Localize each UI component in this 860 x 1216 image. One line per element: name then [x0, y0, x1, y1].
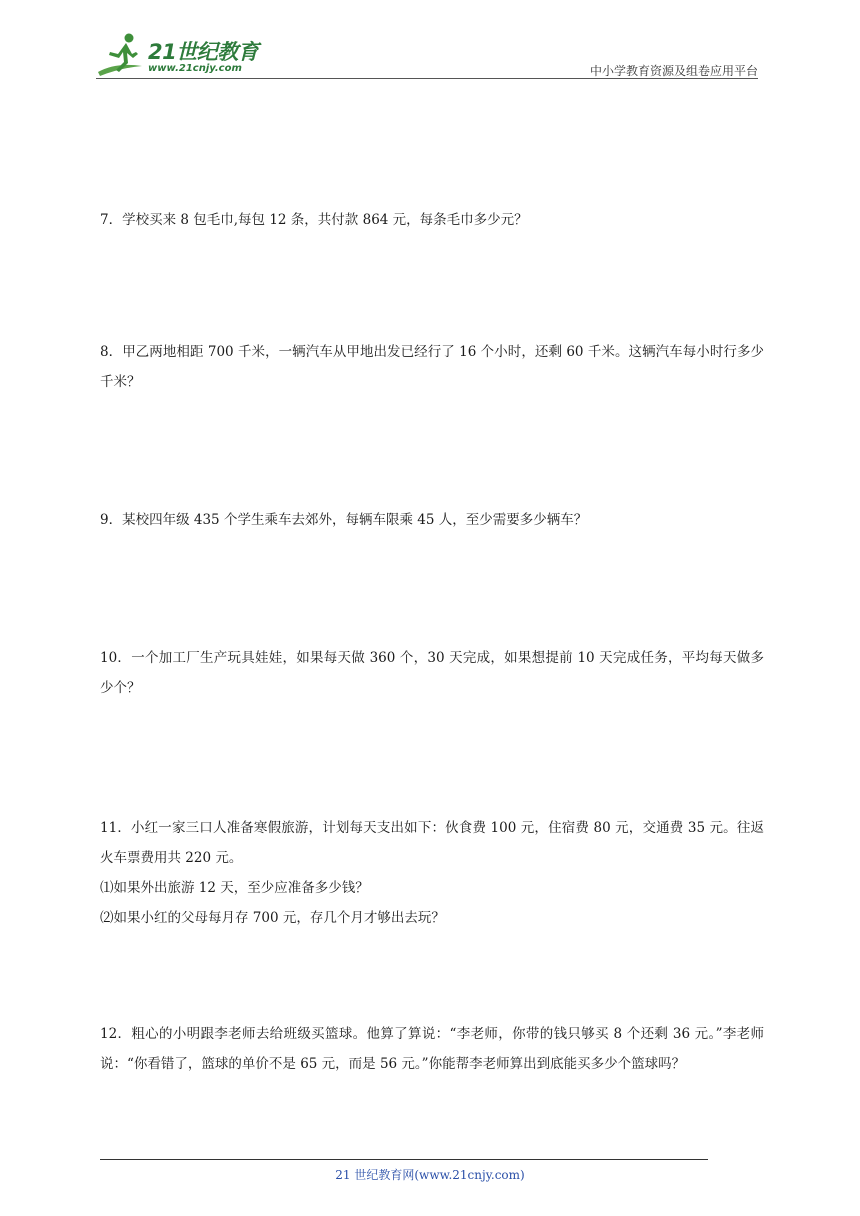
question-11	[100, 813, 764, 933]
question-7: 7．学校买来 8 包毛巾,每包 12 条，共付款 864 元，每条毛巾多少元？	[100, 212, 528, 228]
logo	[96, 30, 276, 80]
platform-tagline: 中小学教育资源及组卷应用平台	[589, 64, 758, 78]
page-header	[96, 30, 758, 80]
runner-logo-icon	[96, 32, 146, 78]
question-10: 10．一个加工厂生产玩具娃娃，如果每天做 360 个，30 天完成，如果想提前 10 天完成任务，平均每天做多少个？	[100, 650, 764, 696]
footer-divider	[100, 1159, 708, 1160]
header-divider	[96, 78, 758, 79]
question-8: 8．甲乙两地相距 700 千米，一辆汽车从甲地出发已经行了 16 个小时，还剩 60 千米。这辆汽车每小时行多少千米？	[100, 344, 764, 390]
question-12: 12．粗心的小明跟李老师去给班级买篮球。他算了算说：“李老师，你带的钱只够买 8 个还剩 36 元。”李老师说：“你看错了，篮球的单价不是 65 元，而是 56 元。”你能帮李老师算出到底能买多少个篮球吗？	[100, 1026, 764, 1072]
question-11-stem: 11．小红一家三口人准备寒假旅游，计划每天支出如下：伙食费 100 元，住宿费 80 元，交通费 35 元。往返火车票费用共 220 元。	[100, 820, 764, 866]
question-11-part-1: ⑴如果外出旅游 12 天，至少应准备多少钱？	[100, 880, 369, 896]
question-11-part-2: ⑵如果小红的父母每月存 700 元，存几个月才够出去玩？	[100, 910, 445, 926]
logo-url: www.21cnjy.com	[148, 63, 242, 74]
footer-source: 21 世纪教育网(www.21cnjy.com)	[335, 1168, 525, 1182]
question-9: 9．某校四年级 435 个学生乘车去郊外，每辆车限乘 45 人，至少需要多少辆车？	[100, 512, 588, 528]
logo-text: 21世纪教育	[148, 40, 259, 64]
